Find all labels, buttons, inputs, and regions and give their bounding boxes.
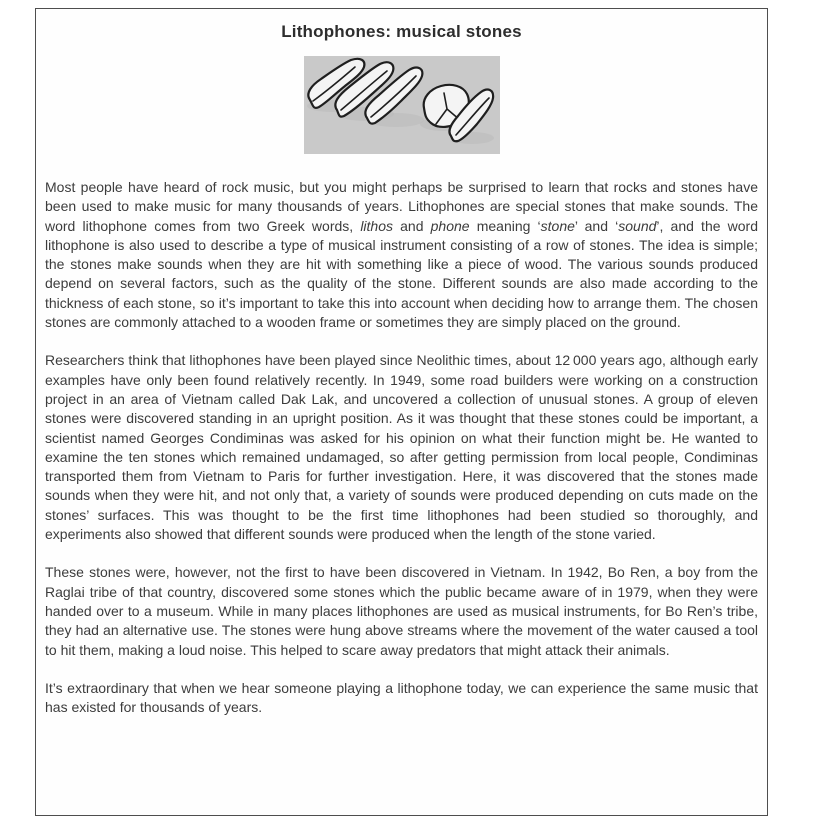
passage-body: [45, 178, 758, 717]
passage-title: Lithophones: musical stones: [281, 22, 522, 41]
passage-paragraph-1: Most people have heard of rock music, but you might perhaps be surprised to learn that rocks and stones have been used to make music for many thousands of years. Lithophones are special stones that make sounds. The word lithophone comes from two Greek words, lithos and phone meaning ‘stone’ and ‘sound’, and the word lithophone is also used to describe a type of musical instrument consisting of a row of stones. The idea is simple; the stones make sounds when they are hit with something like a piece of wood. The various sounds produced depend on several factors, such as the quality of the stone. Different sounds are also made according to the thickness of each stone, so it’s important to take this into account when deciding how to arrange them. The chosen stones are commonly attached to a wooden frame or sometimes they are simply placed on the ground.: [45, 179, 758, 331]
passage-paragraph-4: It’s extraordinary that when we hear someone playing a lithophone today, we can experience the same music that has existed for thousands of years.: [45, 679, 758, 716]
passage-box: [35, 8, 768, 816]
passage-paragraph-2: Researchers think that lithophones have been played since Neolithic times, about 12 000 years ago, although early examples have only been found relatively recently. In 1949, some road builders were working on a construction project in an area of Vietnam called Dak Lak, and uncovered a collection of unusual stones. A group of eleven stones were discovered standing in an upright position. As it was thought that these stones could be important, a scientist named Georges Condiminas was asked for his opinion on what their function might be. He wanted to examine the ten stones which remained undamaged, so after getting permission from local people, Condiminas transported them from Vietnam to Paris for further investigation. Here, it was discovered that the stones made sounds when they were hit, and not only that, a variety of sounds were produced depending on cuts made on the stones’ surfaces. This was thought to be the first time lithophones had been studied so thoroughly, and experiments also showed that different sounds were produced when the length of the stone varied.: [45, 352, 758, 543]
stones-illustration: [304, 56, 500, 154]
passage-paragraph-3: These stones were, however, not the first to have been discovered in Vietnam. In 1942, Bo Ren, a boy from the Raglai tribe of that country, discovered some stones which the public became aware of in 1979, when they were handed over to a museum. While in many places lithophones are used as musical instruments, for Bo Ren’s tribe, they had an alternative use. The stones were hung above streams where the movement of the water caused a tool to hit them, making a loud noise. This helped to scare away predators that might attack their animals.: [45, 564, 758, 658]
